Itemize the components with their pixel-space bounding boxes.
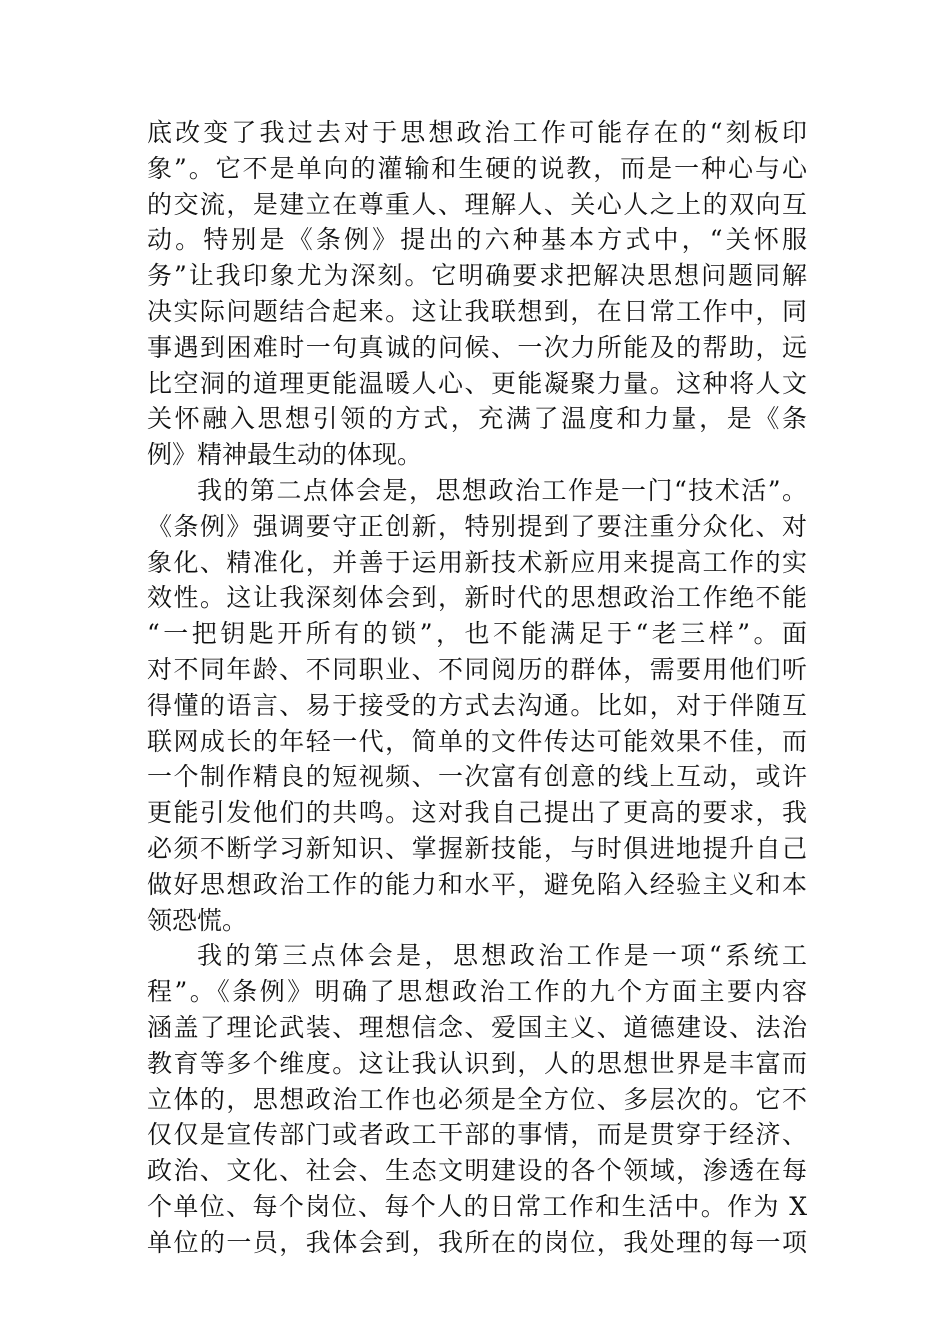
text-line: 政治、文化、社会、生态文明建设的各个领域，渗透在每 xyxy=(147,1156,807,1186)
text-line: 立体的，思想政治工作也必须是全方位、多层次的。它不 xyxy=(147,1084,807,1114)
text-line: 领恐慌。 xyxy=(147,905,248,935)
text-line: 事遇到困难时一句真诚的问候、一次力所能及的帮助，远 xyxy=(147,332,807,362)
text-line: 仅仅是宣传部门或者政工干部的事情，而是贯穿于经济、 xyxy=(147,1120,807,1150)
text-line: 我的第三点体会是，思想政治工作是一项“系统工 xyxy=(197,941,807,971)
text-line: 得懂的语言、易于接受的方式去沟通。比如，对于伴随互 xyxy=(147,690,807,720)
text-line: 效性。这让我深刻体会到，新时代的思想政治工作绝不能 xyxy=(147,583,807,613)
text-line: 对不同年龄、不同职业、不同阅历的群体，需要用他们听 xyxy=(147,654,807,684)
text-line: 教育等多个维度。这让我认识到，人的思想世界是丰富而 xyxy=(147,1048,807,1078)
text-line: 例》精神最生动的体现。 xyxy=(147,440,423,470)
text-line: 动。特别是《条例》提出的六种基本方式中，“关怀服 xyxy=(147,225,807,255)
text-line: 更能引发他们的共鸣。这对我自己提出了更高的要求，我 xyxy=(147,798,807,828)
text-line: 联网成长的年轻一代，简单的文件传达可能效果不佳，而 xyxy=(147,726,807,756)
text-line: 决实际问题结合起来。这让我联想到，在日常工作中，同 xyxy=(147,296,807,326)
paragraph-3 xyxy=(147,938,807,1260)
text-line: 程”。《条例》明确了思想政治工作的九个方面主要内容 xyxy=(147,977,807,1007)
text-line: 务”让我印象尤为深刻。它明确要求把解决思想问题同解 xyxy=(147,261,807,291)
text-line: “一把钥匙开所有的锁”，也不能满足于“老三样”。面 xyxy=(147,619,807,649)
text-line: 关怀融入思想引领的方式，充满了温度和力量，是《条 xyxy=(147,404,807,434)
text-line: 象”。它不是单向的灌输和生硬的说教，而是一种心与心 xyxy=(147,153,807,183)
text-line: 个单位、每个岗位、每个人的日常工作和生活中。作为 X xyxy=(147,1191,807,1221)
text-line: 一个制作精良的短视频、一次富有创意的线上互动，或许 xyxy=(147,762,807,792)
text-line: 《条例》强调要守正创新，特别提到了要注重分众化、对 xyxy=(147,511,807,541)
text-line: 必须不断学习新知识、掌握新技能，与时俱进地提升自己 xyxy=(147,833,807,863)
text-line: 涵盖了理论武装、理想信念、爱国主义、道德建设、法治 xyxy=(147,1012,807,1042)
text-line: 象化、精准化，并善于运用新技术新应用来提高工作的实 xyxy=(147,547,807,577)
text-line: 我的第二点体会是，思想政治工作是一门“技术活”。 xyxy=(197,475,807,505)
text-line: 单位的一员，我体会到，我所在的岗位，我处理的每一项 xyxy=(147,1227,807,1257)
paragraph-1 xyxy=(147,115,807,473)
text-line: 的交流，是建立在尊重人、理解人、关心人之上的双向互 xyxy=(147,189,807,219)
text-line: 底改变了我过去对于思想政治工作可能存在的“刻板印 xyxy=(147,118,807,147)
text-line: 比空洞的道理更能温暖人心、更能凝聚力量。这种将人文 xyxy=(147,368,807,398)
paragraph-2 xyxy=(147,473,807,938)
text-line: 做好思想政治工作的能力和水平，避免陷入经验主义和本 xyxy=(147,869,807,899)
body-text xyxy=(147,115,807,1261)
